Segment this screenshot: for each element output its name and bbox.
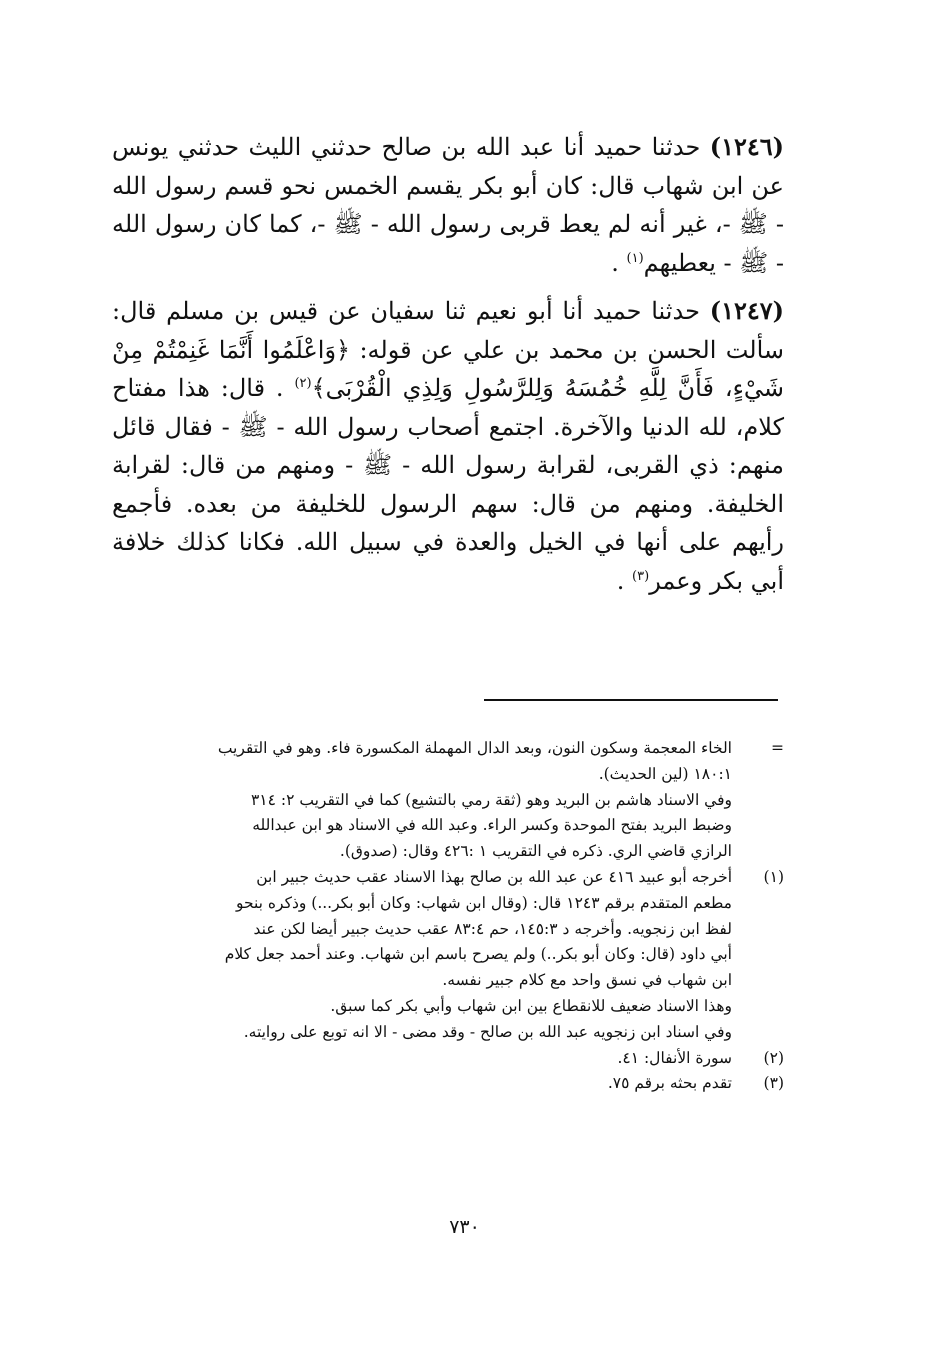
footnote-line: الرازي قاضي الري. ذكره في التقريب ١ :٤٢٦ وقال: (صدوق). xyxy=(339,842,732,861)
hadith-text-part-2: . قال: هذا مفتاح كلام، لله الدنيا والآخرة. اجتمع أصحاب رسول الله - ﷺ - فقال قائل منهم: ذي القربى، لقرابة رسول الله - ﷺ - ومنهم من قال: لقرابة الخليفة. ومنهم من قال: سهم الرسول للخليفة من بعده. فأجمع رأيهم على أنها في الخيل والعدة في سبيل الله. فكانا كذلك خلافة أبي بكر وعمر xyxy=(112,374,785,595)
footnote-line: وفي اسناد ابن زنجويه عبد الله بن صالح - وقد مضى - الا انه توبع على روايته. xyxy=(243,1022,732,1041)
sentence-end: . xyxy=(616,566,625,595)
footnotes xyxy=(112,736,784,1097)
footnote-line: سورة الأنفال: ٤١. xyxy=(617,1048,732,1067)
footnote-2 xyxy=(112,1046,784,1072)
footnote-1-extra xyxy=(112,994,784,1046)
hadith-number: (١٢٤٦) xyxy=(709,132,784,161)
footnote-marker: (٢) xyxy=(763,1048,784,1067)
footnote-continuation xyxy=(112,736,784,788)
footnote-line: وضبط البريد بفتح الموحدة وكسر الراء. وعبد الله في الاسناد هو ابن عبدالله xyxy=(252,816,732,835)
footnote-1 xyxy=(112,865,784,994)
footnote-ref[interactable]: (٣) xyxy=(632,568,650,584)
footnote-marker: = xyxy=(771,739,784,757)
footnote-line: ١٨٠:١ (لين الحديث). xyxy=(598,764,732,783)
footnote-line: وهذا الاسناد ضعيف للانقطاع بين ابن شهاب وأبي بكر كما سبق. xyxy=(330,996,732,1015)
footnote-marker: (٣) xyxy=(763,1074,784,1093)
hadith-1247 xyxy=(112,292,784,600)
footnote-line: وفي الاسناد هاشم بن البريد وهو (ثقة رمي بالتشيع) كما في التقريب ٢: ٣١٤ xyxy=(250,790,732,809)
footnote-line: أخرجه أبو عبيد ٤١٦ عن عبد الله بن صالح بهذا الاسناد عقب حديث جبير ابن xyxy=(256,867,732,886)
footnote-ref[interactable]: (٢) xyxy=(294,376,312,391)
page-number: ٧٣٠ xyxy=(449,1216,480,1238)
sentence-end: . xyxy=(611,248,619,277)
footnote-3 xyxy=(112,1071,784,1097)
hadith-text-part-1: حدثنا حميد أنا أبو نعيم ثنا سفيان عن قيس بن مسلم قال: سألت الحسن بن محمد بن علي عن قوله: ﴿وَاعْلَمُوا أَنَّمَا غَنِمْتُمْ مِنْ شَيْءٍ، فَأَنَّ لِلَّهِ خُمُسَهُ وَلِلرَّسُولِ وَلِذِي الْقُرْبَى﴾ xyxy=(112,297,785,402)
footnote-ref[interactable]: (١) xyxy=(626,250,644,266)
footnote-line: تقدم بحثه برقم ٧٥. xyxy=(607,1074,732,1093)
footnote-line: الخاء المعجمة وسكون النون، وبعد الدال المهملة المكسورة فاء. وهو في التقريب xyxy=(217,739,732,757)
hadith-number: (١٢٤٧) xyxy=(709,296,784,325)
footnote-marker: (١) xyxy=(763,867,784,886)
main-text xyxy=(112,128,784,610)
footnote-divider xyxy=(484,699,778,701)
footnote-line: أبي داود (قال: وكان أبو بكر..) ولم يصرح باسم ابن شهاب. وعند أحمد جعل كلام xyxy=(224,945,732,964)
footnote-line: ابن شهاب في نسق واحد مع كلام جبير نفسه. xyxy=(442,971,732,990)
footnote-line: مطعم المتقدم برقم ١٢٤٣ قال: (وقال ابن شهاب: وكان أبو بكر...) وذكره بنحو xyxy=(235,893,732,912)
footnote-line: لفظ ابن زنجويه. وأخرجه د ١٤٥:٣، حم ٨٣:٤ عقب حديث جبير أيضا لكن عند xyxy=(253,919,732,938)
footnote-continuation-2 xyxy=(112,788,784,865)
hadith-text: حدثنا حميد أنا عبد الله بن صالح حدثني الليث حدثني يونس عن ابن شهاب قال: كان أبو بكر يقسم الخمس نحو قسم رسول الله - ﷺ -، غير أنه لم يعط قربى رسول الله - ﷺ -، كما كان رسول الله - ﷺ - يعطيهم xyxy=(112,133,784,277)
hadith-1246 xyxy=(112,128,784,282)
